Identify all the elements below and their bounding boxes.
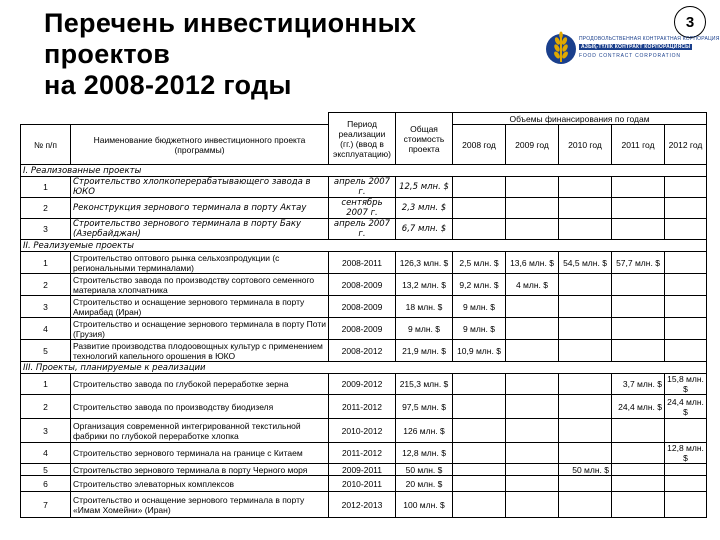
section-title-realized: I. Реализованные проекты [21,165,707,177]
table-row [21,492,707,518]
row-name: Реконструкция зернового терминала в порту Актау [71,198,329,219]
row-year-2011: 57,7 млн. $ [612,252,665,274]
row-period: сентябрь 2007 г. [329,198,396,219]
row-name: Строительство и оснащение зернового терминала в порту Поти (Грузия) [71,318,329,340]
row-cost: 13,2 млн. $ [396,274,453,296]
row-cost: 20 млн. $ [396,476,453,492]
row-cost: 215,3 млн. $ [396,374,453,395]
row-cost: 6,7 млн. $ [396,219,453,240]
row-year-2010: 50 млн. $ [559,464,612,476]
row-year-2008: 9,2 млн. $ [453,274,506,296]
table-row [21,395,707,419]
table-row [21,177,707,198]
row-year-2011: 24,4 млн. $ [612,395,665,419]
header-year-2011: 2011 год [612,125,665,165]
row-num: 2 [21,395,71,419]
row-cost: 2,3 млн. $ [396,198,453,219]
row-num: 4 [21,318,71,340]
row-cost: 126 млн. $ [396,419,453,443]
row-num: 1 [21,374,71,395]
table-header-row [21,113,707,125]
row-cost: 12,8 млн. $ [396,443,453,464]
title-line-1: Перечень инвестиционных [44,8,417,38]
table-row [21,274,707,296]
row-name: Строительство завода по производству сортового семенного материала хлопчатника [71,274,329,296]
header-year-2009: 2009 год [506,125,559,165]
row-num: 3 [21,419,71,443]
row-year-2009: 4 млн. $ [506,274,559,296]
row-name: Строительство зернового терминала в порту Баку (Азербайджан) [71,219,329,240]
row-cost: 12,5 млн. $ [396,177,453,198]
table-row [21,318,707,340]
header-year-2012: 2012 год [665,125,707,165]
row-cost: 50 млн. $ [396,464,453,476]
header-cost: Общая стоимость проекта [396,113,453,165]
row-num: 2 [21,274,71,296]
row-name: Строительство и оснащение зернового терминала в порту «Имам Хомейни» (Иран) [71,492,329,518]
row-year-2008: 10,9 млн. $ [453,340,506,362]
row-name: Строительство зернового терминала в порту Черного моря [71,464,329,476]
row-year-2010: 54,5 млн. $ [559,252,612,274]
row-cost: 9 млн. $ [396,318,453,340]
section-title-ongoing: II. Реализуемые проекты [21,240,707,252]
header-financing: Объемы финансирования по годам [453,113,707,125]
row-period: 2009-2012 [329,374,396,395]
logo-text-kz: АЗЫҚ-ТҮЛІК КОНТРАКТ КОРПОРАЦИЯСЫ [581,44,691,50]
logo-text-en: FOOD CONTRACT CORPORATION [579,53,681,59]
title-line-2: проектов [44,39,171,69]
corporation-logo [545,30,720,70]
row-name: Развитие производства плодоовощных культур с применением технологий капельного орошения в ЮКО [71,340,329,362]
wheat-globe-icon [545,30,577,68]
row-period: 2011-2012 [329,443,396,464]
row-year-2008: 9 млн. $ [453,296,506,318]
table-row [21,476,707,492]
row-year-2008: 2,5 млн. $ [453,252,506,274]
header-period: Период реализации (гг.) (ввод в эксплуатацию) [329,113,396,165]
title-line-3: на 2008-2012 годы [44,70,292,100]
row-period: апрель 2007 г. [329,177,396,198]
row-name: Строительство завода по глубокой переработке зерна [71,374,329,395]
row-cost: 126,3 млн. $ [396,252,453,274]
section-row [21,165,707,177]
row-cost: 18 млн. $ [396,296,453,318]
row-name: Строительство и оснащение зернового терминала в порту Амирабад (Иран) [71,296,329,318]
row-name: Строительство завода по производству биодизеля [71,395,329,419]
row-period: 2008-2009 [329,296,396,318]
row-cost: 100 млн. $ [396,492,453,518]
row-period: 2012-2013 [329,492,396,518]
table-row [21,443,707,464]
row-period: 2009-2011 [329,464,396,476]
row-cost: 21,9 млн. $ [396,340,453,362]
header-name: Наименование бюджетного инвестиционного проекта (программы) [71,125,329,165]
row-year-2012: 24,4 млн. $ [665,395,707,419]
row-num: 5 [21,464,71,476]
row-name: Строительство оптового рынка сельхозпродукции (с региональными терминалами) [71,252,329,274]
row-year-2012: 12,8 млн. $ [665,443,707,464]
row-name: Строительство хлопкоперерабатывающего завода в ЮКО [71,177,329,198]
row-num: 2 [21,198,71,219]
section-title-planned: III. Проекты, планируемые к реализации [21,362,707,374]
table-row [21,219,707,240]
row-period: 2010-2011 [329,476,396,492]
table-row [21,252,707,274]
row-num: 1 [21,252,71,274]
investment-projects-table [20,112,707,518]
table-row [21,198,707,219]
row-num: 3 [21,296,71,318]
header-year-2008: 2008 год [453,125,506,165]
row-period: апрель 2007 г. [329,219,396,240]
row-period: 2011-2012 [329,395,396,419]
row-num: 6 [21,476,71,492]
row-period: 2008-2009 [329,318,396,340]
table-row [21,340,707,362]
page-number: 3 [685,13,695,31]
row-cost: 97,5 млн. $ [396,395,453,419]
row-num: 4 [21,443,71,464]
row-year-2008: 9 млн. $ [453,318,506,340]
row-period: 2008-2011 [329,252,396,274]
section-row [21,362,707,374]
row-num: 7 [21,492,71,518]
row-period: 2010-2012 [329,419,396,443]
table-row [21,374,707,395]
logo-text-ru: ПРОДОВОЛЬСТВЕННАЯ КОНТРАКТНАЯ КОРПОРАЦИЯ [579,36,720,42]
section-row [21,240,707,252]
row-year-2009: 13,6 млн. $ [506,252,559,274]
row-name: Строительство зернового терминала на границе с Китаем [71,443,329,464]
row-year-2012: 15,8 млн. $ [665,374,707,395]
row-period: 2008-2012 [329,340,396,362]
row-year-2011: 3,7 млн. $ [612,374,665,395]
row-name: Строительство элеваторных комплексов [71,476,329,492]
header-year-2010: 2010 год [559,125,612,165]
row-num: 5 [21,340,71,362]
row-num: 3 [21,219,71,240]
row-period: 2008-2009 [329,274,396,296]
page-title [44,8,484,101]
table-row [21,419,707,443]
table-row [21,464,707,476]
header-num: № п/п [21,125,71,165]
row-name: Организация современной интегрированной текстильной фабрики по глубокой переработке хлопка [71,419,329,443]
row-num: 1 [21,177,71,198]
table-row [21,296,707,318]
